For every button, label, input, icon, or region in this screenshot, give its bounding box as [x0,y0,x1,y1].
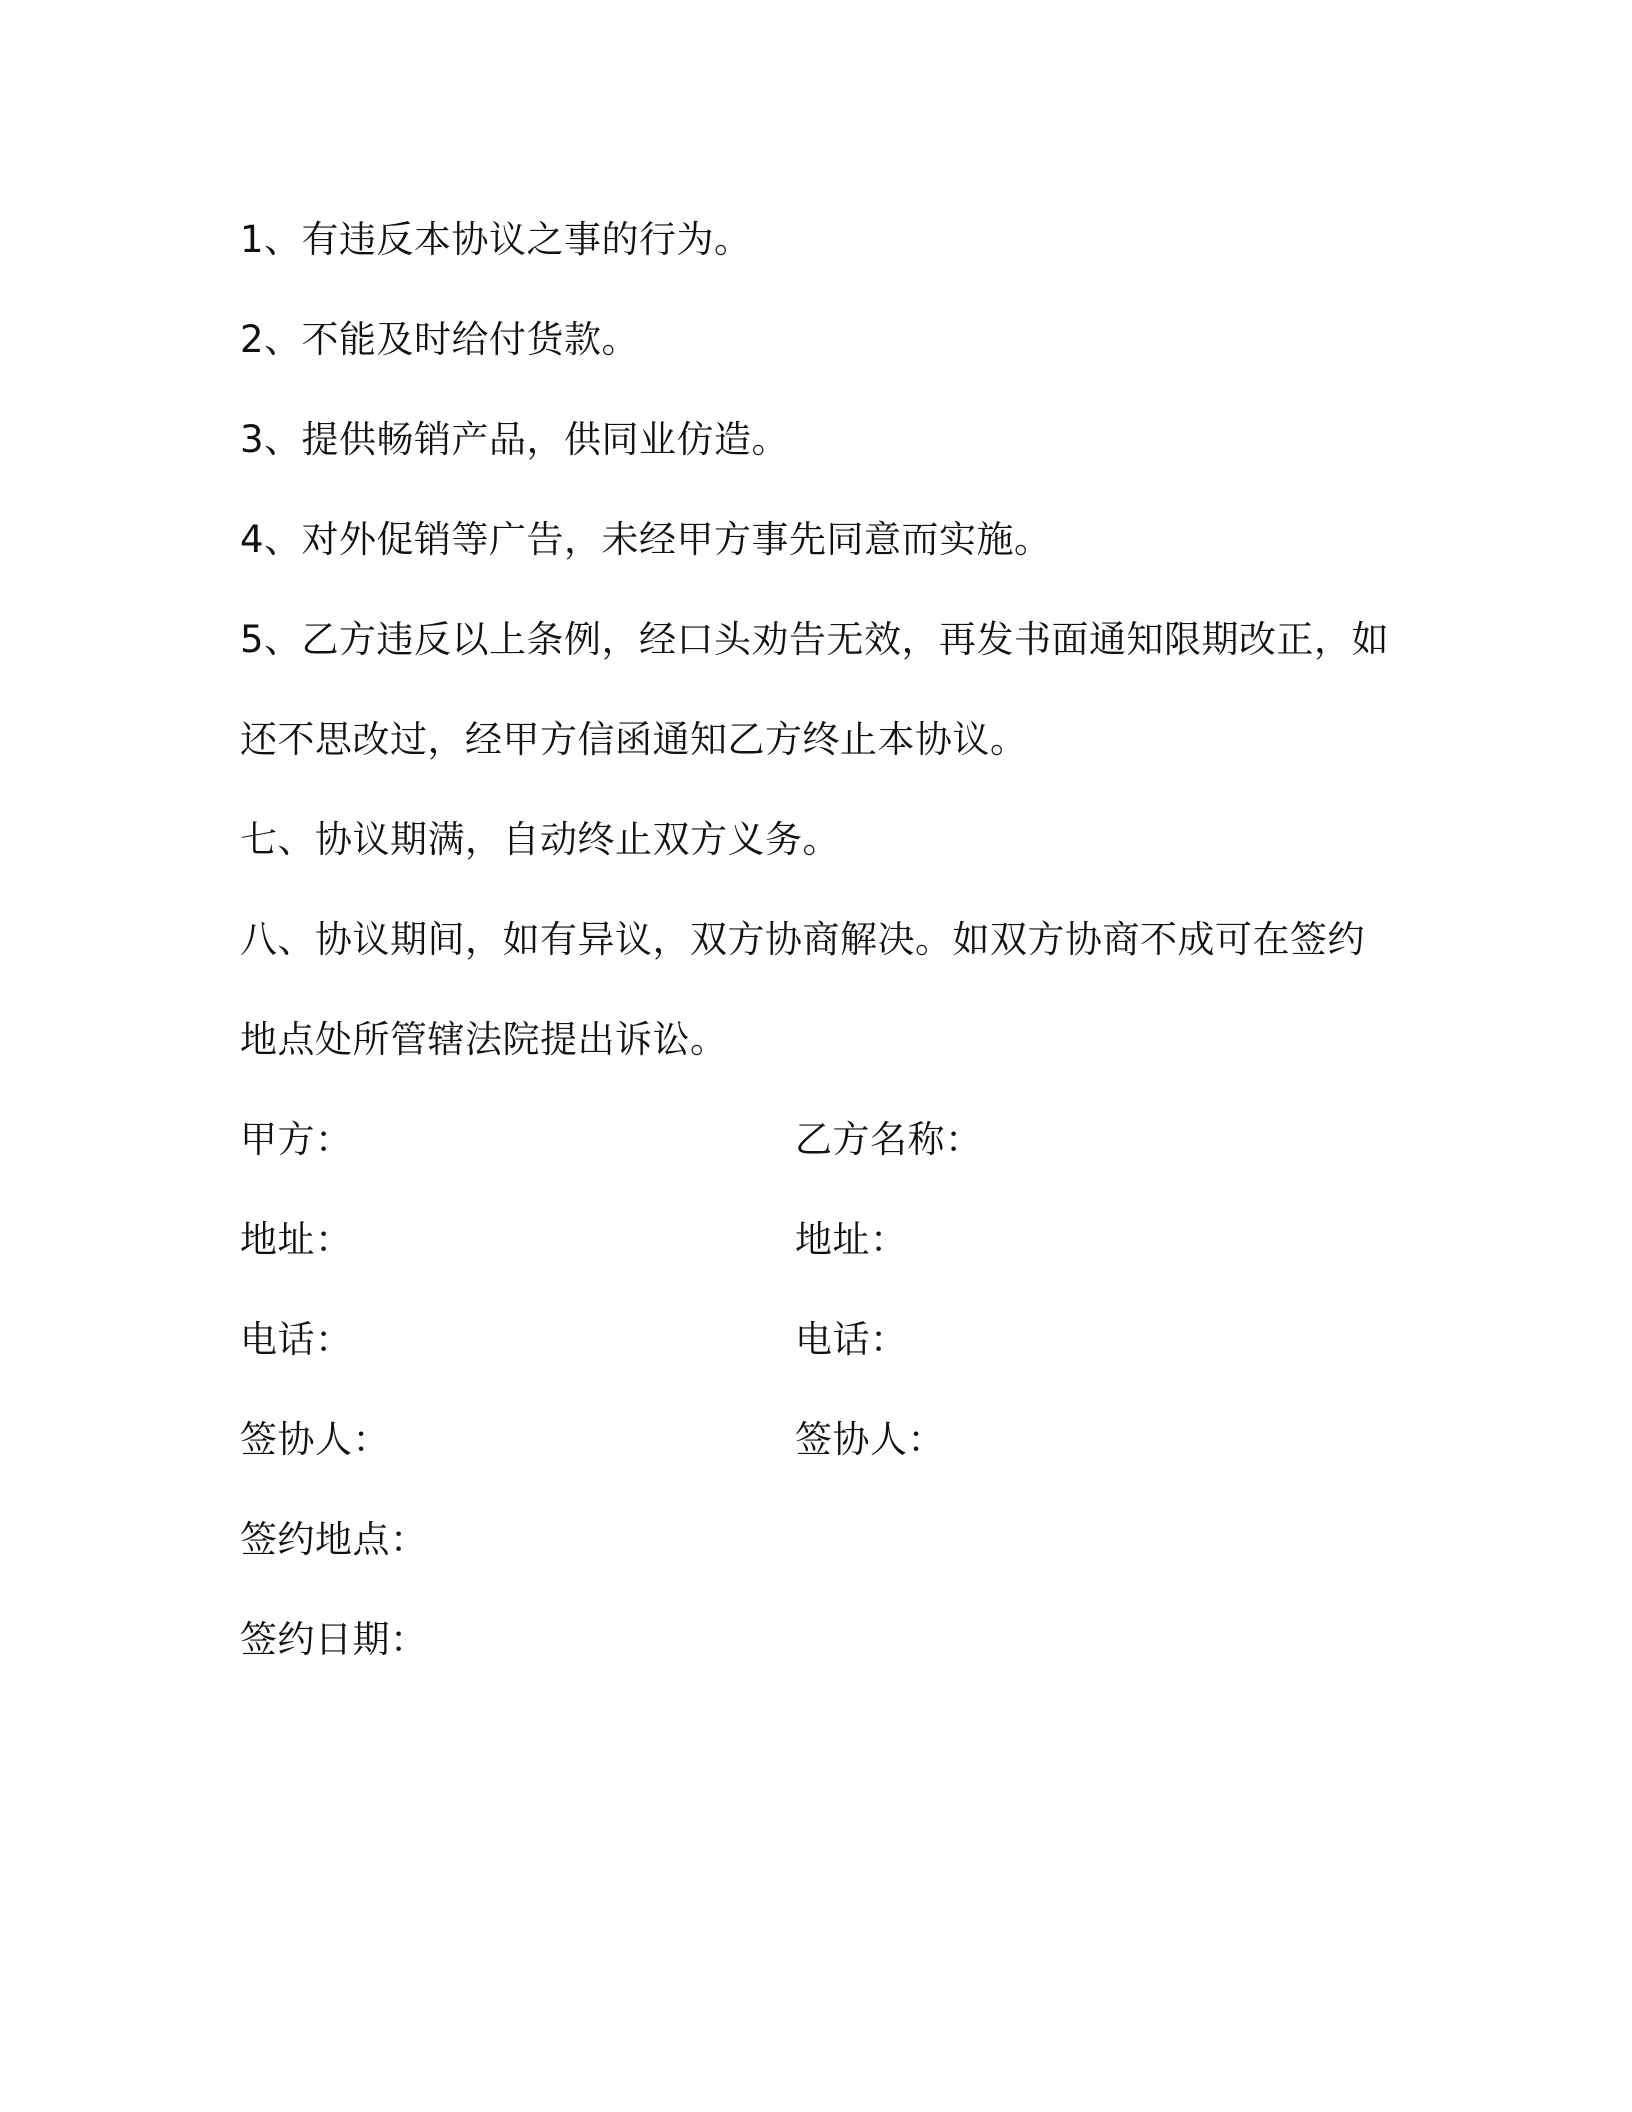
clause-2: 2、不能及时给付货款。 [240,318,640,361]
article-8-line-1: 八、协议期间，如有异议，双方协商解决。如双方协商不成可在签约 [240,918,1365,961]
party-a-label: 甲方： [240,1118,353,1161]
signing-place-label: 签约地点： [240,1518,428,1561]
signing-date-label: 签约日期： [240,1618,428,1661]
signature-row-party [240,1090,1390,1190]
article-8-line-2: 地点处所管辖法院提出诉讼。 [240,1018,728,1061]
clause-3: 3、提供畅销产品，供同业仿造。 [240,418,790,461]
party-a-phone-label: 电话： [240,1318,353,1361]
signature-row-signer [240,1390,1390,1490]
clause-5-line-1: 5、乙方违反以上条例，经口头劝告无效，再发书面通知限期改正，如 [240,618,1390,661]
party-b-name-label: 乙方名称： [795,1118,983,1161]
party-a-address-label: 地址： [240,1218,353,1261]
clause-5-line-2: 还不思改过，经甲方信函通知乙方终止本协议。 [240,718,1028,761]
clause-1: 1、有违反本协议之事的行为。 [240,218,752,261]
signature-row-address [240,1190,1390,1290]
signature-row-phone [240,1290,1390,1390]
party-b-phone-label: 电话： [795,1318,908,1361]
party-b-address-label: 地址： [795,1218,908,1261]
clause-4: 4、对外促销等广告，未经甲方事先同意而实施。 [240,518,1052,561]
party-a-signer-label: 签协人： [240,1418,390,1461]
party-b-signer-label: 签协人： [795,1418,945,1461]
article-7: 七、协议期满，自动终止双方义务。 [240,818,840,861]
document-body [240,190,1390,1690]
